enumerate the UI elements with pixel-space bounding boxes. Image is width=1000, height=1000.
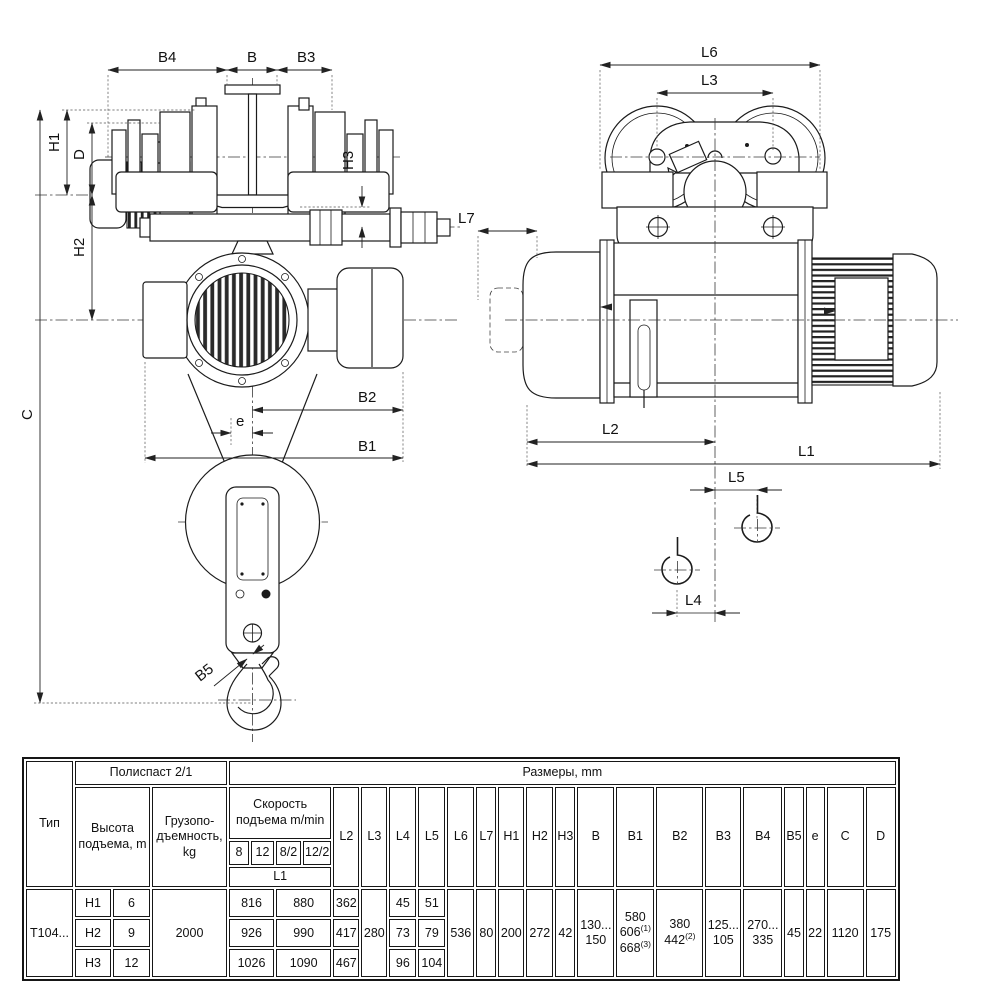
col-header-l2: L2 (333, 787, 359, 887)
dim-label-b3: B3 (297, 49, 316, 66)
col-header-l1: L1 (229, 867, 331, 887)
dim-label-b4: B4 (158, 49, 177, 66)
cell-l6: 536 (447, 889, 474, 977)
cell-b: 130... 150 (577, 889, 614, 977)
col-header-speed-8: 8 (229, 841, 249, 865)
hook-symbol-lower (654, 537, 700, 584)
dim-label-h3: H3 (340, 150, 357, 170)
col-header-l4: L4 (389, 787, 416, 887)
cell-l2: 467 (333, 949, 359, 977)
header-razmery: Размеры, mm (229, 761, 896, 785)
cell-e: 22 (806, 889, 825, 977)
col-header-b3: B3 (705, 787, 741, 887)
col-header-l6: L6 (447, 787, 474, 887)
header-polyspast: Полиспаст 2/1 (75, 761, 227, 785)
brake-housing (337, 268, 403, 368)
col-header-b1: B1 (616, 787, 654, 887)
cell-l1b: 880 (276, 889, 331, 917)
rope-right (280, 374, 317, 468)
col-header-b: B (577, 787, 614, 887)
dim-label-h1: H1 (46, 132, 63, 152)
cell-type: Т104... (26, 889, 73, 977)
cell-l5: 104 (418, 949, 445, 977)
col-header-height: Высота подъема, m (75, 787, 150, 887)
wheel-block-left (116, 172, 217, 212)
cell-b1: 580 606$^{(1)}$ 668$^{(3)}$ (616, 889, 654, 977)
wheel-block-right (288, 172, 389, 212)
col-header-b5: B5 (784, 787, 803, 887)
cell-height-label: H3 (75, 949, 111, 977)
cell-l4: 45 (389, 889, 416, 917)
dim-label-e: e (236, 413, 245, 430)
brake-cap-side (523, 252, 600, 398)
dim-label-l4: L4 (685, 592, 702, 609)
col-header-speed-12-2: 12/2 (303, 841, 331, 865)
hook-block (186, 455, 320, 668)
cell-b2: 380 442$^{(2)}$ (656, 889, 703, 977)
cell-l1a: 816 (229, 889, 274, 917)
dim-label-l7: L7 (458, 210, 475, 227)
shaft-nut (401, 212, 437, 243)
col-header-c: C (827, 787, 864, 887)
rope-left (188, 374, 227, 468)
col-header-speed-12: 12 (251, 841, 274, 865)
dim-label-b: B (247, 49, 258, 66)
cell-b4: 270... 335 (743, 889, 782, 977)
dim-label-b1: B1 (358, 438, 377, 455)
spec-table (22, 757, 900, 981)
cell-b5: 45 (784, 889, 803, 977)
col-header-h3: H3 (555, 787, 575, 887)
cell-b3: 125... 105 (705, 889, 741, 977)
rope-guide-slot (630, 300, 657, 397)
col-header-speed-8-2: 8/2 (276, 841, 301, 865)
cell-l7: 80 (476, 889, 496, 977)
table-row (26, 889, 896, 917)
cell-height-label: H1 (75, 889, 111, 917)
cell-l1b: 1090 (276, 949, 331, 977)
cell-capacity: 2000 (152, 889, 227, 977)
dim-l4 (652, 590, 740, 617)
dim-label-l5: L5 (728, 469, 745, 486)
col-header-speed: Скорость подъема m/min (229, 787, 331, 839)
col-header-d: D (866, 787, 896, 887)
cross-shaft (140, 208, 450, 247)
dim-label-l2: L2 (602, 421, 619, 438)
col-header-capacity: Грузопо-дъемность, kg (152, 787, 227, 887)
rope-guide-box (143, 282, 187, 358)
cell-c: 1120 (827, 889, 864, 977)
dim-label-h2: H2 (71, 237, 88, 257)
dim-l5 (690, 469, 782, 520)
dim-l2-l1 (527, 392, 940, 469)
cell-l2: 417 (333, 919, 359, 947)
cell-h1: 200 (498, 889, 524, 977)
suspension-yoke (232, 241, 273, 254)
col-header-b4: B4 (743, 787, 782, 887)
cell-height-value: 6 (113, 889, 150, 917)
cover-plate-right (757, 172, 827, 208)
dim-label-b2: B2 (358, 389, 377, 406)
cell-l1a: 926 (229, 919, 274, 947)
dim-label-d: D (71, 149, 88, 160)
cell-h3: 42 (555, 889, 575, 977)
cell-h2: 272 (526, 889, 553, 977)
cell-l5: 51 (418, 889, 445, 917)
col-header-l5: L5 (418, 787, 445, 887)
col-header-l7: L7 (476, 787, 496, 887)
hoist-body-side (490, 240, 937, 408)
cell-l1b: 990 (276, 919, 331, 947)
col-header-h2: H2 (526, 787, 553, 887)
dim-label-l3: L3 (701, 72, 718, 89)
col-header-type: Тип (26, 761, 73, 887)
dim-label-c: C (19, 409, 36, 420)
side-view (458, 44, 958, 622)
front-view (19, 49, 462, 742)
dim-label-l6: L6 (701, 44, 718, 61)
cell-l1a: 1026 (229, 949, 274, 977)
cell-l5: 79 (418, 919, 445, 947)
col-header-b2: B2 (656, 787, 703, 887)
cell-l4: 73 (389, 919, 416, 947)
cell-height-value: 12 (113, 949, 150, 977)
cell-l4: 96 (389, 949, 416, 977)
cell-height-label: H2 (75, 919, 111, 947)
col-header-h1: H1 (498, 787, 524, 887)
hoist-fan-cover (143, 253, 403, 387)
dim-label-b5: B5 (191, 660, 217, 686)
col-header-l3: L3 (361, 787, 387, 887)
hook-symbol-upper (734, 495, 780, 542)
cell-height-value: 9 (113, 919, 150, 947)
motor-terminal-box (835, 278, 888, 360)
cell-d: 175 (866, 889, 896, 977)
cover-plate-left (602, 172, 673, 208)
cell-l3: 280 (361, 889, 387, 977)
cell-l2: 362 (333, 889, 359, 917)
col-header-e: e (806, 787, 825, 887)
dim-label-l1: L1 (798, 443, 815, 460)
